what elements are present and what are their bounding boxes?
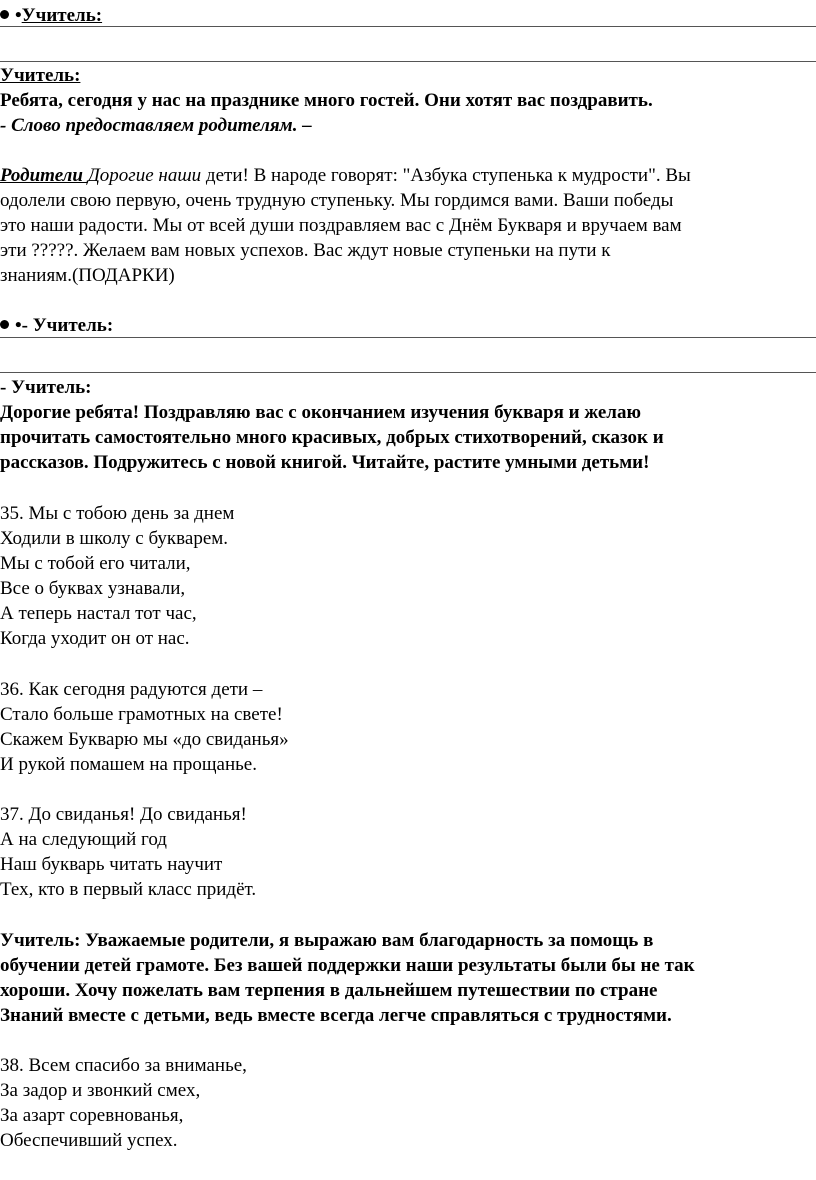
paragraph-line: Знаний вместе с детьми, ведь вместе всегда легче справляться с трудностями.	[0, 1005, 672, 1026]
paragraph-line: прочитать самостоятельно много красивых, добрых стихотворений, сказок и	[0, 427, 664, 448]
divider-line	[0, 61, 816, 62]
paragraph-line: хороши. Хочу пожелать вам терпения в дальнейшем путешествии по стране	[0, 980, 658, 1001]
paragraph-line: это наши радости. Мы от всей души поздравляем вас с Днём Букваря и вручаем вам	[0, 215, 682, 236]
poem-line: Скажем Букварю мы «до свиданья»	[0, 729, 289, 750]
paragraph-line: - Слово предоставляем родителям. –	[0, 115, 312, 136]
bullet-dot: •	[15, 5, 22, 26]
section-header-2	[0, 314, 113, 339]
poem-line: 38. Всем спасибо за вниманье,	[0, 1055, 247, 1076]
paragraph-line: Ребята, сегодня у нас на празднике много гостей. Они хотят вас поздравить.	[0, 90, 653, 111]
paragraph-line: обучении детей грамоте. Без вашей поддержки наши результаты были бы не так	[0, 955, 695, 976]
section-header-label: Учитель:	[21, 5, 103, 26]
paragraph-line: рассказов. Подружитесь с новой книгой. Читайте, растите умными детьми!	[0, 452, 650, 473]
section-header-1	[0, 4, 102, 29]
speaker-label: Родители	[0, 165, 88, 186]
poem-line: За азарт соревнованья,	[0, 1105, 184, 1126]
paragraph-line: одолели свою первую, очень трудную ступеньку. Мы гордимся вами. Ваши победы	[0, 190, 674, 211]
poem-line: Мы с тобой его читали,	[0, 553, 191, 574]
paragraph-line	[0, 164, 691, 189]
paragraph-line: Дорогие ребята! Поздравляю вас с окончанием изучения букваря и желаю	[0, 402, 641, 423]
paragraph-line: эти ?????. Желаем вам новых успехов. Вас ждут новые ступеньки на пути к	[0, 240, 611, 261]
poem-line: 37. До свиданья! До свиданья!	[0, 804, 247, 825]
poem-line: За задор и звонкий смех,	[0, 1080, 201, 1101]
bullet-icon	[0, 320, 9, 329]
poem-line: Когда уходит он от нас.	[0, 628, 190, 649]
poem-line: Все о буквах узнавали,	[0, 578, 186, 599]
poem-line: Ходили в школу с букварем.	[0, 528, 229, 549]
divider-line	[0, 337, 816, 338]
paragraph-line: Учитель: Уважаемые родители, я выражаю вам благодарность за помощь в	[0, 930, 654, 951]
divider-line	[0, 372, 816, 373]
poem-line: А на следующий год	[0, 829, 167, 850]
poem-line: 35. Мы с тобою день за днем	[0, 503, 235, 524]
section-header-label: - Учитель:	[21, 315, 114, 336]
poem-line: 36. Как сегодня радуются дети –	[0, 679, 263, 700]
poem-line: Стало больше грамотных на свете!	[0, 704, 283, 725]
poem-line: Обеспечивший успех.	[0, 1130, 178, 1151]
poem-line: Тех, кто в первый класс придёт.	[0, 879, 257, 900]
bullet-icon	[0, 10, 9, 19]
speaker-heading: - Учитель:	[0, 377, 92, 398]
line-text: дети! В народе говорят: "Азбука ступенька к мудрости". Вы	[201, 165, 691, 186]
poem-line: А теперь настал тот час,	[0, 603, 197, 624]
divider-line	[0, 26, 816, 27]
paragraph-line: знаниям.(ПОДАРКИ)	[0, 265, 175, 286]
poem-line: Наш букварь читать научит	[0, 854, 223, 875]
bullet-dot: •	[15, 315, 22, 336]
greeting-text: Дорогие наши	[87, 165, 202, 186]
speaker-heading: Учитель:	[0, 65, 81, 86]
poem-line: И рукой помашем на прощанье.	[0, 754, 257, 775]
